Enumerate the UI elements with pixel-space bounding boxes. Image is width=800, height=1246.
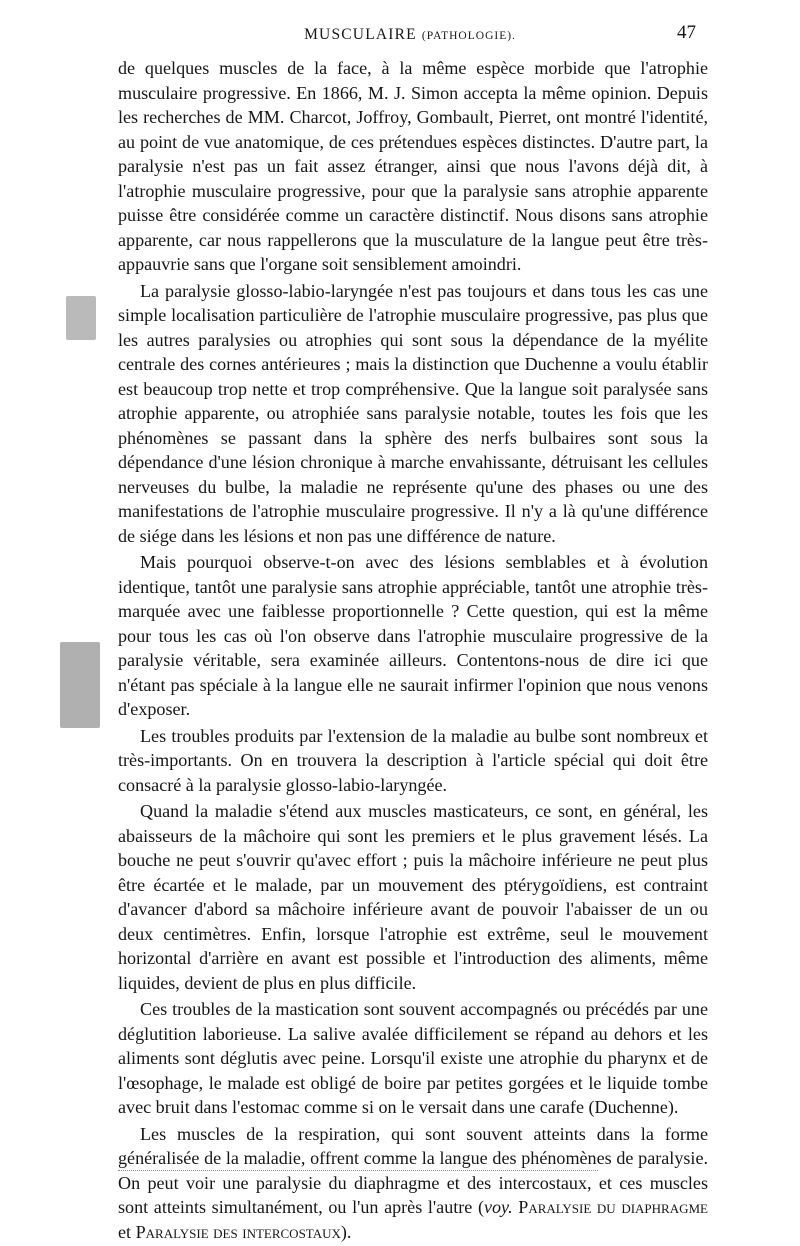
- scan-smudge-1: [66, 296, 96, 340]
- paragraph-last: [118, 1122, 708, 1245]
- running-head-title: MUSCULAIRE: [304, 26, 417, 43]
- paragraph-text: Les muscles de la respiration, qui sont souvent atteints dans la forme généralisée de la maladie, offrent comme la langue des phénomènes de paralysie. On peut voir une paralysie du diaphragme et des intercostaux, et ces muscles sont atteints simultanément, ou l'un après l'autre (: [118, 1123, 708, 1217]
- footer-rule: [118, 1170, 598, 1171]
- page-header: [118, 22, 702, 48]
- cross-reference: Paralysie des intercostaux: [135, 1221, 341, 1242]
- paragraph: de quelques muscles de la face, à la même espèce morbide que l'atrophie musculaire progressive. En 1866, M. J. Simon accepta la même opinion. Depuis les recherches de MM. Charcot, Joffroy, Gombault, Pierret, ont montré l'identité, au point de vue anatomique, de ces prétendues espèces distinctes. D'autre part, la paralysie n'est pas un fait assez étranger, ainsi que nous l'avons déjà dit, à l'atrophie musculaire progressive, pour que la paralysie sans atrophie apparente puisse être considérée comme un caractère distinctif. Nous disons sans atrophie apparente, car nous rappellerons que la musculature de la langue peut être très-appauvrie sans que l'organe soit sensiblement amoindri.: [118, 58, 708, 274]
- voy-abbrev: voy.: [483, 1197, 513, 1217]
- paragraph: Mais pourquoi observe-t-on avec des lésions semblables et à évolution identique, tantôt une paralysie sans atrophie appréciable, tantôt une atrophie très-marquée avec une faiblesse proportionnelle ? Cette question, qui est la même pour tous les cas où l'on observe dans l'atrophie musculaire progressive de la paralysie véritable, sera examinée ailleurs. Contentons-nous de dire ici que n'étant pas spéciale à la langue elle ne saurait infirmer l'opinion que nous venons d'exposer.: [118, 552, 708, 719]
- running-head-subtitle: (PATHOLOGIE).: [421, 30, 516, 42]
- scan-smudge-2: [60, 642, 100, 728]
- body-text: [118, 56, 708, 1246]
- conjunction: et: [118, 1221, 132, 1242]
- running-head: [118, 26, 702, 44]
- page-number: 47: [677, 22, 696, 43]
- cross-reference: Paralysie du diaphragme: [518, 1197, 708, 1217]
- closing-punctuation: ).: [340, 1221, 352, 1242]
- paragraph: Les troubles produits par l'extension de la maladie au bulbe sont nombreux et très-importants. On en trouvera la description à l'article spécial qui doit être consacré à la paralysie glosso-labio-laryngée.: [118, 725, 708, 795]
- paragraph: Quand la maladie s'étend aux muscles masticateurs, ce sont, en général, les abaisseurs de la mâchoire qui sont les premiers et le plus gravement lésés. La bouche ne peut s'ouvrir qu'avec effort ; puis la mâchoire inférieure ne peut plus être écartée et le malade, par un mouvement des ptérygoïdiens, est contraint d'avancer d'abord sa mâchoire inférieure avant de pouvoir l'abaisser de un ou deux centimètres. Enfin, lorsque l'atrophie est extrême, seul le mouvement horizontal d'arrière en avant est possible et l'introduction des aliments, même liquides, devient de plus en plus difficile.: [118, 801, 708, 993]
- paragraph: Ces troubles de la mastication sont souvent accompagnés ou précédés par une déglutition laborieuse. La salive avalée difficilement se répand au dehors et les aliments sont déglutis avec peine. Lorsqu'il existe une atrophie du pharynx et de l'œsophage, le malade est obligé de boire par petites gorgées et le liquide tombe avec bruit dans l'estomac comme si on le versait dans une carafe (Duchenne).: [118, 999, 708, 1117]
- paragraph: La paralysie glosso-labio-laryngée n'est pas toujours et dans tous les cas une simple localisation particulière de l'atrophie musculaire progressive, pas plus que les autres paralysies ou atrophies qui sont sous la dépendance de la myélite centrale des cornes antérieures ; mais la distinction que Duchenne a voulu établir est beaucoup trop nette et trop compréhensive. Que la langue soit paralysée sans atrophie apparente, ou atrophiée sans paralysie notable, toutes les fois que les phénomènes se passant dans la sphère des nerfs bulbaires sont sous la dépendance d'une lésion chronique à marche envahissante, détruisant les cellules nerveuses du bulbe, la maladie ne représente qu'une des phases ou une des manifestations de l'atrophie musculaire progressive. Il n'y a là qu'une différence de siége dans les lésions et non pas une différence de nature.: [118, 280, 708, 546]
